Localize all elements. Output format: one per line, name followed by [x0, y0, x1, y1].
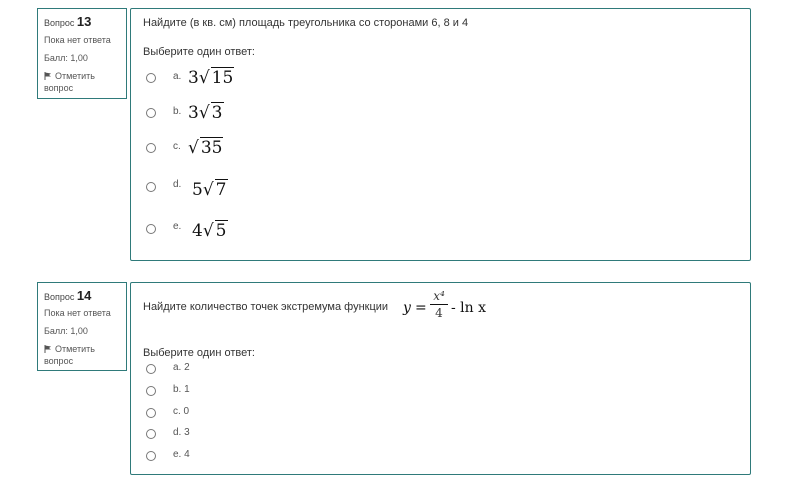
fraction-bar: [430, 304, 448, 305]
radio-a[interactable]: [146, 364, 156, 374]
option-value: √ 35: [188, 138, 223, 158]
formula-lhs: y: [403, 300, 411, 316]
option-value: 5√ 7: [192, 180, 227, 200]
fraction-denominator: 4: [435, 306, 443, 320]
question-label: Вопрос: [44, 292, 75, 302]
question-label: Вопрос: [44, 18, 75, 28]
option-letter: b.: [173, 106, 182, 117]
option-label: b. 1: [173, 384, 190, 395]
question-14-info: [37, 282, 127, 371]
option-label: d. 3: [173, 427, 190, 438]
radio-d[interactable]: [146, 429, 156, 439]
option-letter: a.: [173, 71, 182, 82]
question-number-value: 13: [76, 14, 92, 29]
flag-label: Отметить вопрос: [44, 71, 95, 93]
question-number-value: 14: [76, 288, 92, 303]
question-text: Найдите (в кв. см) площадь треугольника со сторонами 6, 8 и 4: [143, 17, 469, 29]
answer-prompt: Выберите один ответ:: [143, 46, 255, 58]
radio-c[interactable]: [146, 143, 156, 153]
option-label: a. 2: [173, 362, 190, 373]
score-label: Балл: 1,00: [44, 326, 88, 336]
radio-e[interactable]: [146, 451, 156, 461]
question-13-info: [37, 8, 127, 99]
radio-a[interactable]: [146, 73, 156, 83]
formula-fraction: [430, 289, 448, 320]
flag-icon: [44, 345, 52, 353]
option-letter: e.: [173, 221, 182, 232]
option-value: 4√ 5: [192, 221, 227, 241]
question-number: [44, 14, 91, 29]
radio-b[interactable]: [146, 108, 156, 118]
flag-icon: [44, 72, 52, 80]
option-letter: c.: [173, 141, 181, 152]
formula-rest: - ln x: [451, 300, 487, 316]
answer-prompt: Выберите один ответ:: [143, 347, 255, 359]
question-number: [44, 288, 91, 303]
option-value: 3√ 15: [188, 68, 234, 88]
radio-e[interactable]: [146, 224, 156, 234]
fraction-numerator: x⁴: [433, 289, 445, 303]
radio-b[interactable]: [146, 386, 156, 396]
option-letter: d.: [173, 179, 182, 190]
answer-status: Пока нет ответа: [44, 35, 111, 45]
option-label: e. 4: [173, 449, 190, 460]
radio-c[interactable]: [146, 408, 156, 418]
formula-eq: =: [415, 300, 427, 316]
answer-status: Пока нет ответа: [44, 308, 111, 318]
flag-question-link[interactable]: [44, 70, 124, 94]
option-label: c. 0: [173, 406, 190, 417]
question-text: Найдите количество точек экстремума функции: [143, 301, 389, 313]
flag-label: Отметить вопрос: [44, 344, 95, 366]
option-value: 3√ 3: [188, 103, 223, 123]
score-label: Балл: 1,00: [44, 53, 88, 63]
radio-d[interactable]: [146, 182, 156, 192]
flag-question-link[interactable]: [44, 343, 124, 367]
